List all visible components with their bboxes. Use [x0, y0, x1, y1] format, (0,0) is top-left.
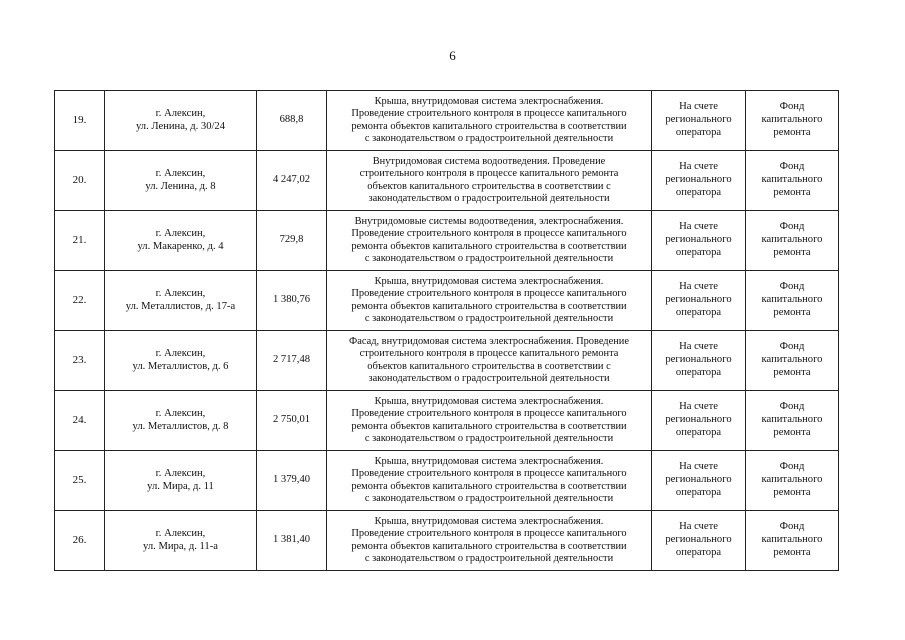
address-city: г. Алексин, — [155, 407, 206, 419]
area-cell: 688,8 — [257, 91, 327, 151]
table-row — [55, 511, 839, 571]
address-cell — [105, 211, 257, 271]
works-line: ремонта объектов капитального строительства в соответствии — [351, 540, 627, 552]
works-line: ремонта объектов капитального строительства в соответствии — [351, 300, 627, 312]
account-cell: На счете регионального оператора — [652, 271, 746, 331]
area-cell: 2 750,01 — [257, 391, 327, 451]
account-cell: На счете регионального оператора — [652, 211, 746, 271]
works-line: Фасад, внутридомовая система электроснабжения. Проведение — [349, 335, 629, 347]
works-line: ремонта объектов капитального строительства в соответствии — [351, 240, 627, 252]
table-row — [55, 211, 839, 271]
address-street: ул. Макаренко, д. 4 — [137, 240, 224, 252]
table-row — [55, 271, 839, 331]
row-number: 23. — [55, 331, 105, 391]
row-number: 25. — [55, 451, 105, 511]
works-line: с законодательством о градостроительной деятельности — [364, 432, 614, 444]
table-row — [55, 91, 839, 151]
row-number: 21. — [55, 211, 105, 271]
works-line: строительного контроля в процессе капитального ремонта — [359, 168, 619, 180]
address-street: ул. Ленина, д. 30/24 — [135, 120, 226, 132]
account-cell: На счете регионального оператора — [652, 451, 746, 511]
address-city: г. Алексин, — [155, 347, 206, 359]
address-cell — [105, 91, 257, 151]
works-cell — [327, 331, 652, 391]
works-line: Крыша, внутридомовая система электроснабжения. — [374, 395, 604, 407]
address-city: г. Алексин, — [155, 107, 206, 119]
area-cell: 1 380,76 — [257, 271, 327, 331]
address-city: г. Алексин, — [155, 287, 206, 299]
works-table — [54, 90, 839, 571]
works-line: ремонта объектов капитального строительства в соответствии — [351, 120, 627, 132]
account-cell: На счете регионального оператора — [652, 151, 746, 211]
works-cell — [327, 211, 652, 271]
works-cell — [327, 451, 652, 511]
works-cell — [327, 151, 652, 211]
address-city: г. Алексин, — [155, 227, 206, 239]
account-cell: На счете регионального оператора — [652, 91, 746, 151]
works-line: Крыша, внутридомовая система электроснабжения. — [374, 515, 604, 527]
fund-cell: Фонд капитального ремонта — [746, 331, 839, 391]
address-cell — [105, 331, 257, 391]
address-cell — [105, 151, 257, 211]
works-line: с законодательством о градостроительной деятельности — [364, 492, 614, 504]
address-street: ул. Мира, д. 11-а — [143, 540, 218, 552]
address-street: ул. Ленина, д. 8 — [145, 180, 216, 192]
address-street: ул. Мира, д. 11 — [147, 480, 214, 492]
account-cell: На счете регионального оператора — [652, 331, 746, 391]
works-cell — [327, 511, 652, 571]
fund-cell: Фонд капитального ремонта — [746, 211, 839, 271]
works-line: Проведение строительного контроля в процессе капитального — [351, 108, 627, 120]
row-number: 24. — [55, 391, 105, 451]
works-line: ремонта объектов капитального строительства в соответствии — [351, 480, 627, 492]
page-number: 6 — [449, 48, 456, 63]
works-line: Внутридомовые системы водоотведения, электроснабжения. — [354, 215, 624, 227]
works-line: Крыша, внутридомовая система электроснабжения. — [374, 455, 604, 467]
works-cell — [327, 271, 652, 331]
address-city: г. Алексин, — [155, 467, 206, 479]
fund-cell: Фонд капитального ремонта — [746, 271, 839, 331]
row-number: 20. — [55, 151, 105, 211]
area-cell: 729,8 — [257, 211, 327, 271]
account-cell: На счете регионального оператора — [652, 511, 746, 571]
works-line: Проведение строительного контроля в процессе капитального — [351, 228, 627, 240]
table-row — [55, 451, 839, 511]
works-line: ремонта объектов капитального строительства в соответствии — [351, 420, 627, 432]
address-cell — [105, 391, 257, 451]
table-row — [55, 331, 839, 391]
account-cell: На счете регионального оператора — [652, 391, 746, 451]
address-street: ул. Металлистов, д. 6 — [132, 360, 229, 372]
row-number: 19. — [55, 91, 105, 151]
area-cell: 2 717,48 — [257, 331, 327, 391]
address-street: ул. Металлистов, д. 17-а — [125, 300, 236, 312]
row-number: 22. — [55, 271, 105, 331]
works-line: Проведение строительного контроля в процессе капитального — [351, 468, 627, 480]
works-line: Проведение строительного контроля в процессе капитального — [351, 288, 627, 300]
address-city: г. Алексин, — [155, 167, 206, 179]
address-street: ул. Металлистов, д. 8 — [132, 420, 229, 432]
works-cell — [327, 91, 652, 151]
works-line: с законодательством о градостроительной деятельности — [364, 312, 614, 324]
works-line: законодательством о градостроительной деятельности — [368, 192, 610, 204]
address-cell — [105, 511, 257, 571]
fund-cell: Фонд капитального ремонта — [746, 151, 839, 211]
works-line: Крыша, внутридомовая система электроснабжения. — [374, 275, 604, 287]
area-cell: 4 247,02 — [257, 151, 327, 211]
fund-cell: Фонд капитального ремонта — [746, 511, 839, 571]
fund-cell: Фонд капитального ремонта — [746, 91, 839, 151]
works-line: с законодательством о градостроительной деятельности — [364, 552, 614, 564]
works-line: Проведение строительного контроля в процессе капитального — [351, 408, 627, 420]
works-line: законодательством о градостроительной деятельности — [368, 372, 610, 384]
works-line: Внутридомовая система водоотведения. Проведение — [372, 155, 606, 167]
works-line: строительного контроля в процессе капитального ремонта — [359, 348, 619, 360]
works-line: Проведение строительного контроля в процессе капитального — [351, 528, 627, 540]
table-row — [55, 391, 839, 451]
works-line: с законодательством о градостроительной деятельности — [364, 252, 614, 264]
works-line: Крыша, внутридомовая система электроснабжения. — [374, 95, 604, 107]
area-cell: 1 379,40 — [257, 451, 327, 511]
fund-cell: Фонд капитального ремонта — [746, 391, 839, 451]
works-cell — [327, 391, 652, 451]
works-table-body — [55, 91, 839, 571]
fund-cell: Фонд капитального ремонта — [746, 451, 839, 511]
area-cell: 1 381,40 — [257, 511, 327, 571]
address-cell — [105, 451, 257, 511]
row-number: 26. — [55, 511, 105, 571]
address-cell — [105, 271, 257, 331]
table-row — [55, 151, 839, 211]
address-city: г. Алексин, — [155, 527, 206, 539]
works-line: с законодательством о градостроительной деятельности — [364, 132, 614, 144]
works-line: объектов капитального строительства в соответствии с — [367, 180, 611, 192]
works-line: объектов капитального строительства в соответствии с — [367, 360, 611, 372]
